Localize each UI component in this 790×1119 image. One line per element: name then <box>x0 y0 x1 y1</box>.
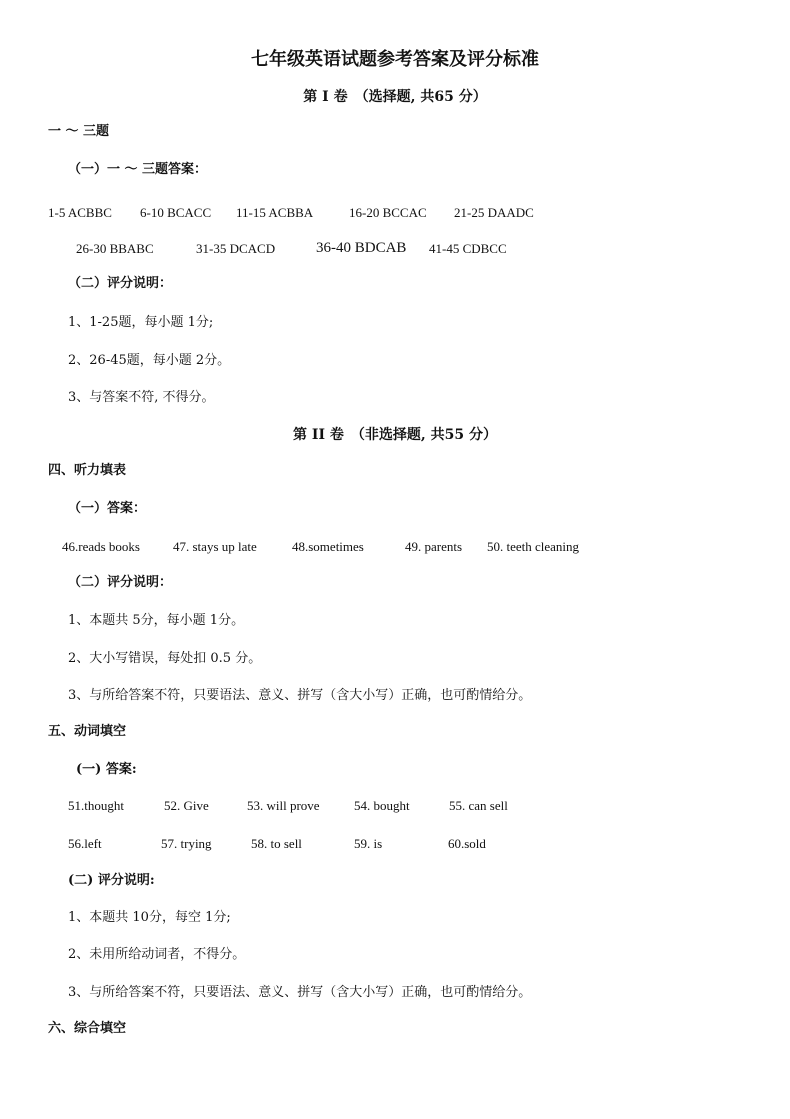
answer-group: 21-25 DAADC <box>454 205 534 220</box>
scoring-line: 2、大小写错误，每处扣 0.5 分。 <box>68 651 262 666</box>
section6-title: 六、综合填空 <box>48 1021 127 1036</box>
answer-group: 1-5 ACBBC <box>48 205 112 220</box>
answer-item: 59. is <box>354 836 383 851</box>
answer-item: 49. parents <box>405 539 463 554</box>
section5-scoring-label: (二) 评分说明: <box>68 873 155 888</box>
part1-heading: 第 I 卷 （选择题, 共65 分） <box>303 89 487 105</box>
scoring-label-1-3: （二）评分说明： <box>68 276 173 291</box>
answer-group: 11-15 ACBBA <box>236 205 314 220</box>
answer-item: 54. bought <box>354 798 410 813</box>
answer-group: 16-20 BCCAC <box>349 205 427 220</box>
answer-group: 6-10 BCACC <box>140 205 212 220</box>
scoring-line: 1、1-25题，每小题 1分; <box>68 315 214 330</box>
answer-item: 58. to sell <box>251 836 302 851</box>
answer-item: 57. trying <box>161 836 212 851</box>
scoring-line: 1、本题共 10分，每空 1分; <box>68 910 231 925</box>
section4-scoring-label: （二）评分说明： <box>68 575 173 590</box>
answer-group: 36-40 BDCAB <box>316 240 407 256</box>
answer-group: 26-30 BBABC <box>76 241 154 256</box>
answer-item: 46.reads books <box>62 539 140 554</box>
scoring-line: 2、未用所给动词者，不得分。 <box>68 947 246 962</box>
answers-label-1-3: （一）一 ～ 三题答案： <box>68 162 208 177</box>
answer-item: 47. stays up late <box>173 539 257 554</box>
answer-item: 55. can sell <box>449 798 508 813</box>
answer-item: 52. Give <box>164 798 209 813</box>
answer-item: 60.sold <box>448 836 486 851</box>
page-title: 七年级英语试题参考答案及评分标准 <box>251 49 539 70</box>
scoring-line: 3、与所给答案不符，只要语法、意义、拼写（含大小写）正确，也可酌情给分。 <box>68 985 532 1000</box>
section5-title: 五、动词填空 <box>48 724 127 739</box>
answer-item: 53. will prove <box>247 798 320 813</box>
answer-item: 51.thought <box>68 798 124 813</box>
answer-group: 31-35 DCACD <box>196 241 276 256</box>
section4-answers-label: （一）答案： <box>68 501 147 516</box>
answer-item: 56.left <box>68 836 102 851</box>
section1-3-title: 一 ～ 三题 <box>48 124 110 139</box>
scoring-line: 3、与所给答案不符，只要语法、意义、拼写（含大小写）正确，也可酌情给分。 <box>68 688 532 703</box>
answer-item: 48.sometimes <box>292 539 364 554</box>
scoring-line: 1、本题共 5分，每小题 1分。 <box>68 613 245 628</box>
section4-title: 四、听力填表 <box>48 463 127 478</box>
answer-item: 50. teeth cleaning <box>487 539 580 554</box>
scoring-line: 2、26-45题，每小题 2分。 <box>68 353 231 368</box>
answer-group: 41-45 CDBCC <box>429 241 507 256</box>
section5-answers-label: (一) 答案: <box>76 762 137 777</box>
scoring-line: 3、与答案不符, 不得分。 <box>68 390 215 405</box>
part2-heading: 第 II 卷 （非选择题, 共55 分） <box>293 427 497 443</box>
